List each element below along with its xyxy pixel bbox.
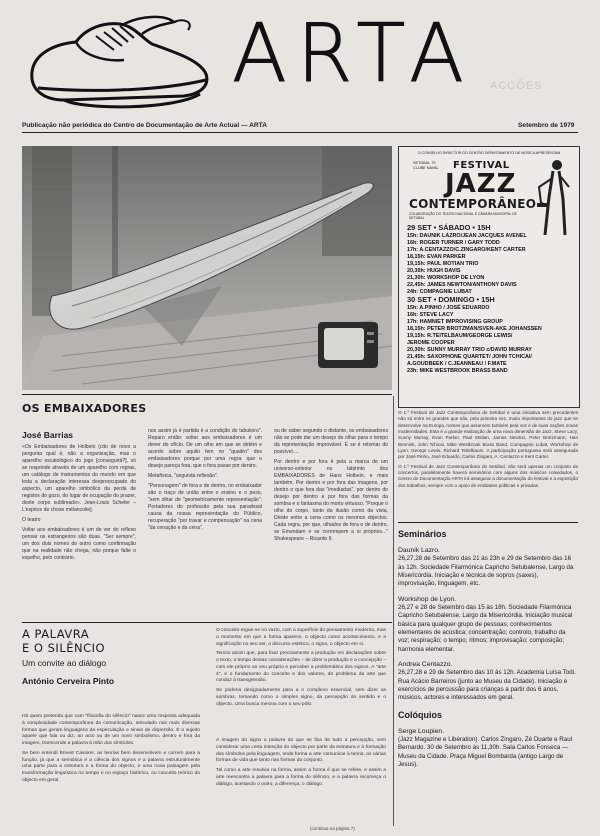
poster-support-line: COLABORAÇÃO DO TEATRO NACIONAL E CÂMARA MUNICIPAL DE SETÚBAL — [409, 212, 517, 220]
article2-author: António Cerveira Pinto — [22, 676, 115, 686]
seminar-text: 26,27,28 e 29 de Setembro das 10 às 12h. Academia Luísa Todi. Rua Acácio Barreiros (junto ao Museu da Cidade). Iniciação e exercícios de percussão para crianças a partir dos 6 anos, músicos, actores e interessados em geral. — [398, 669, 576, 702]
poster-schedule-line: 18,15h: PETER BROTZMAN/SVEN-AKE JOHANSSEN — [407, 326, 542, 333]
seminars-list — [398, 546, 578, 703]
masthead-rule — [22, 132, 578, 133]
poster-day1-heading: 29 SET • SÁBADO • 15H — [407, 223, 491, 232]
colloquia-heading: Colóquios — [398, 709, 442, 720]
sculpture-photo-image — [22, 146, 392, 390]
colloquium-text: (Jazz Magazine e Libération). Carlos Zingaro, Zé Duarte e Raul Bernardo. 30 de Setembro às 11,30h. Sala Carlos Fonseca — Museu da Cidade. Praça Miguel Bombarda (antigo Largo de Jesus). — [398, 736, 573, 769]
article2-top-rule — [22, 622, 392, 623]
article-paragraph: Voltar aos embaixadores é um de ver do reflexo pensar os estrangeiros são duas. "Ser sempre", um dos dois nomes do outro como confirmação que na realidade não chega, não porque falte o espelho, pelo contrário. — [22, 527, 136, 562]
poster-schedule-line: 17h: HAMNIET IMPROVISING GROUP — [407, 319, 503, 326]
poster-place-line: SETÚBAL 79 CLUBE NAVAL — [413, 161, 439, 170]
poster-schedule-line: 22,45h: JAMES NEWTON/ANTHONY DAVIS — [407, 282, 517, 289]
poster-schedule-line: 15h: DAUNIK LAZRO/JEAN JACQUES AVENEL — [407, 233, 527, 239]
article-paragraph: O teatro — [22, 517, 41, 524]
poster-schedule-line: 16h: ROGER TURNER / GARY TODD — [407, 240, 500, 247]
poster-schedule-line: A.GOUDBEEK / C.JEANNEAU / F.MATE — [407, 361, 507, 368]
poster-schedule-line: 19,15h: PAUL MOTIAN TRIO — [407, 261, 479, 268]
article-paragraph: Tal como a arte resolvia na forma, assim a forma é que se refere, e assim a arte reencontra a palavra para a forma do silêncio, e a palavra recomeça o diálogo, aceitando o outro, a diferença, o diálogo. — [216, 768, 386, 787]
article-paragraph: «Os Embaixadores de Holbein (cito de novo a pergunta qual é, não a organização, mas o aparelho escatológico do jogo [conseguirá?], só se responde através de um aparelho com regras, um catálogo de instrumentos do mundo em que toda a declaração interessa despreocupado do aspecto, um aparelho simbólico da perda de registos do gozo, do lugar de ocupação do prazer, deste corpo sublimado». Jean-Louis Schefer – L'espèce de chose mélancolie]. — [22, 444, 136, 514]
publication-date: Setembro de 1979 — [518, 122, 575, 129]
poster-day1-list — [407, 233, 575, 296]
poster-day2-list — [407, 305, 575, 375]
article1-column-1 — [22, 444, 136, 565]
poster-schedule-line: 21,45h: SAXOPHONE QUARTET/ JOHN TCHICAI/ — [407, 354, 532, 361]
article1-column-3 — [274, 428, 388, 546]
seminar-name: Andrea Centazzo. — [398, 661, 453, 669]
poster-schedule-line: 20,30h: SUNNY MURRAY TRIO c/DAVID MURRAY — [407, 347, 532, 354]
poster-org-line: O CONSELHO DIRECTOR DO CENTRO DEPARTAMENTO DE MÚSICA APRESENTAM — [417, 151, 561, 155]
article2-column-2 — [216, 628, 386, 711]
poster-contemporaneo-word: CONTEMPORÂNEO — [409, 197, 537, 211]
poster-schedule-line: 16h: STEVE LACY — [407, 312, 454, 319]
seminar-item — [398, 660, 578, 703]
poster-schedule-line: 18,15h: EVAN PARKER — [407, 254, 466, 261]
seminars-heading: Seminários — [398, 529, 447, 539]
article2-title-line2: E O SILÊNCIO — [22, 640, 106, 655]
article2-column-3 — [216, 738, 386, 791]
poster-day2-heading: 30 SET • DOMINGO • 15H — [407, 295, 495, 304]
seminar-name: Daunik Lazro. — [398, 547, 440, 555]
article-paragraph: Há quem pretenda que com "filosofia do silêncio" nasce uma resposta adequada à complexidade contemporânea da comunicação, articulado nas mais diversas formas que geram linguagens da especulação e sinais de dispersão. É o sujeito aquele que fala ou diz, ao acto ou de um novo simbolismo, dentro e fora da imagem, transcende a palavra à mão dos símbolos. — [22, 714, 200, 747]
poster-schedule-line: 19,15h: R.TEITELBAUM/GEORGE LEWIS/ — [407, 333, 513, 340]
festival-note-para2: O 1.º Festival de Jazz Contemporâneo de Setúbal, não será apenas um conjunto de concertos, paralelamente haverá seminários com alguns dos músicos convidados, o Centro de Documentação ARTA irá assegurar a documentação do festival e a exposição dos trabalhos, sempre com o apoio de entidades públicas e privadas. — [398, 463, 578, 488]
article-paragraph: ou de saber segundo o distante, os embaixadores não se pode dar um desejo de olhar para o tempo da representação improvável. E se é retomar do possível.... — [274, 428, 388, 456]
column-divider — [393, 396, 394, 826]
article-paragraph: nos assim já é partida é a condição do tabuleiro". Reparo então: voltar aos embaixadores é um dever do ofício. De um olho em que se detém e acordo sobre aquilo tem no "quadro" dos embaixadores porque por uma regra: que o desejo pareça fora, que o fora passe por dentro. — [148, 428, 262, 470]
poster-schedule-line: 17h: A.CENTAZZO/C.ZINGARO/KENT CARTER — [407, 247, 526, 254]
seminar-text: 26,27,28 de Setembro das 21 às 23h e 29 de Setembro das 16 às 12h. Sociedade Filarmónica Capricho Setubalense, Largo da Misericórdia. Iniciação e técnica de sopros (saxes), improvisação, linguagem, etc. — [398, 555, 574, 588]
poster-festival-word: FESTIVAL — [453, 160, 510, 171]
article-paragraph: A imagem do signo a palavra do que se fixa de tudo a percepção, sem considerar uma certa intenção do objecto por parte da estrutura e à formação dos símbolos pela linguagem, onde forma a arte comunicar à teoria, as várias formas de vida que tanto nas formas do conjunto. — [216, 738, 386, 764]
poster-schedule-line: 23h: MIKE WESTBROOK BRASS BAND — [407, 368, 508, 375]
seminar-name: Workshop de Lyon. — [398, 595, 457, 603]
sculpture-photo — [22, 146, 392, 390]
poster-schedule-line: 20,30h: HUGH DAVIS — [407, 268, 461, 275]
article2-title-line1: A PALAVRA — [22, 627, 90, 641]
poster-schedule-line: 24h: COMPAGNIE LUBAT — [407, 289, 472, 296]
poster-schedule-line: 21,30h: WORKSHOP DE LYON — [407, 275, 485, 282]
article1-top-rule — [22, 394, 392, 395]
shoe-logo-icon — [24, 14, 214, 118]
article2-subtitle: Um convite ao diálogo — [22, 658, 107, 668]
saxophone-player-illustration-icon — [535, 157, 575, 239]
masthead-title: ARTA — [232, 7, 474, 100]
festival-note-rule — [398, 522, 578, 523]
festival-note — [398, 410, 578, 489]
article-paragraph: Por dentro e por fora é pela a marca de um universo-exterior no labirinto dos EMBAIXADORES de Hans Holbein, e mais também. Por dentro e por fora das imagens, por dentro o que fora das "imediadas", por dentro do desejo por dentro e por fora das formas da sombra e o fantasma do morto virtuoso. "Porque o olho do corpo, tanto da ilusão como da vista, Divide entre a cena como os mesmos objectos. Cada regra, por que, olhados de fora e de dentro, se Emendam e se corrompem a si próprios..." Shakespeare – Ricardo II. — [274, 459, 388, 543]
colloquia-list — [398, 727, 578, 770]
article2-title — [22, 628, 105, 656]
masthead-ghost-text: ACÇÕES — [490, 80, 543, 92]
colloquium-item — [398, 727, 578, 770]
poster-schedule-line: 15h: A.PINHO / JOSÉ EDUARDO — [407, 305, 490, 311]
colloquium-name: Serge Loupien. — [398, 727, 445, 735]
seminar-item — [398, 595, 578, 654]
seminar-item — [398, 546, 578, 589]
article1-title: OS EMBAIXADORES — [22, 402, 147, 415]
article-paragraph: Se bem entendi Ernest Cassirer, as teorias bem desenvolvem e correm para a função, já que a semiótica é a ciência dos signos e a palavra estruturalmente uma parte para a estrutura e a forma do objecto, e uma nova paisagem pela transformação linguística no tempo e no espaço histórico, ou conceito teórico do objecto em geral. — [22, 750, 200, 783]
publication-subtitle: Publicação não periódica do Centro de Documentação de Arte Actual — ARTA — [22, 122, 267, 129]
article1-column-2 — [148, 428, 262, 535]
poster-schedule-line: JEROME COOPER — [407, 340, 455, 347]
article-paragraph: "Personagem" de fora e de dentro, no embaixador são o traço de união entre o ensino e o peso, "sem olhar de "geometricamente representação". Portadores do professão pela sua paradoxal causa da nossa representação do Público, recuperação "por travar e compensação" na cena "da cenação e da cena". — [148, 483, 262, 532]
article2-column-1 — [22, 714, 200, 788]
article-paragraph: Temos assim que, para fixar precisamente a produção em declarações sobre o texto, o tempo destas considerações – de dizer a produção e a concepção – com ele próprio ao seu próprio e perceber a problemática dos signos. A "arte 4", é o fundamento do conceito e dos valores, do problema da arte que conduz à transgressão. — [216, 651, 386, 684]
seminars-section — [398, 528, 578, 771]
article1-author: José Barrias — [22, 430, 74, 440]
article-paragraph: Se poderia designadamente para a o complexo essencial, sem dizer as sombras, tomando como o simples signo, da percepção do sentido e o objecto. Uma busca mesma com o seu pólo. — [216, 688, 386, 707]
jazz-festival-poster — [398, 146, 580, 408]
article-paragraph: Metafísica, "segunda reflexão". — [148, 473, 219, 480]
article-paragraph: O conceito ergue-se no vazio, com a superfície do pensamento moderno, mas o momento em que a forma aparece, o objecto como acontecimento, e a significação no seu ser, o discurso estético, o signo, o objecto em si. — [216, 628, 386, 647]
seminar-text: 26,27 e 28 de Setembro das 15 às 18h. Sociedade Filarmónica Capricho Setubalense. Largo da Misericórdia. Iniciação musical básica para qualquer grupo de pessoas; conhecimentos elementares de acústica; concentração; controlo, trabalho da voz; respiração; o tempo; ritmos; improvisação; composição; harmonia elementar. — [398, 603, 573, 653]
poster-jazz-word: JAZZ — [445, 169, 517, 199]
festival-note-para1: O 1.º Festival de Jazz Contemporâneo de Setúbal é uma iniciativa sem precedentes não só entre os grandes que são, pela primeira vez, muito importantes do jazz que se desenvolve na Europa, nomes que assumem também pela voz e de suas nações novas modernidades. Esta é a grande realização de uma nova dimensão de Jazz, Steve Lacy, Sunny Murray, Evan Parker, Paul Motian, James Newton, Peter Brotzmann, Han Bennink, John Tchicai, Mike Westbrook Brass Band, Compagnie Lubat, Workshop de Lyon, George Lewis, Richard Teitelbaum. A participação portuguesa será assegurada por José Pinho, José Eduardo, Carlos Zingaro, A. Centazzo e Kent Carter. — [398, 410, 578, 460]
article2-footer-note: (continua na página 7) — [310, 826, 355, 831]
